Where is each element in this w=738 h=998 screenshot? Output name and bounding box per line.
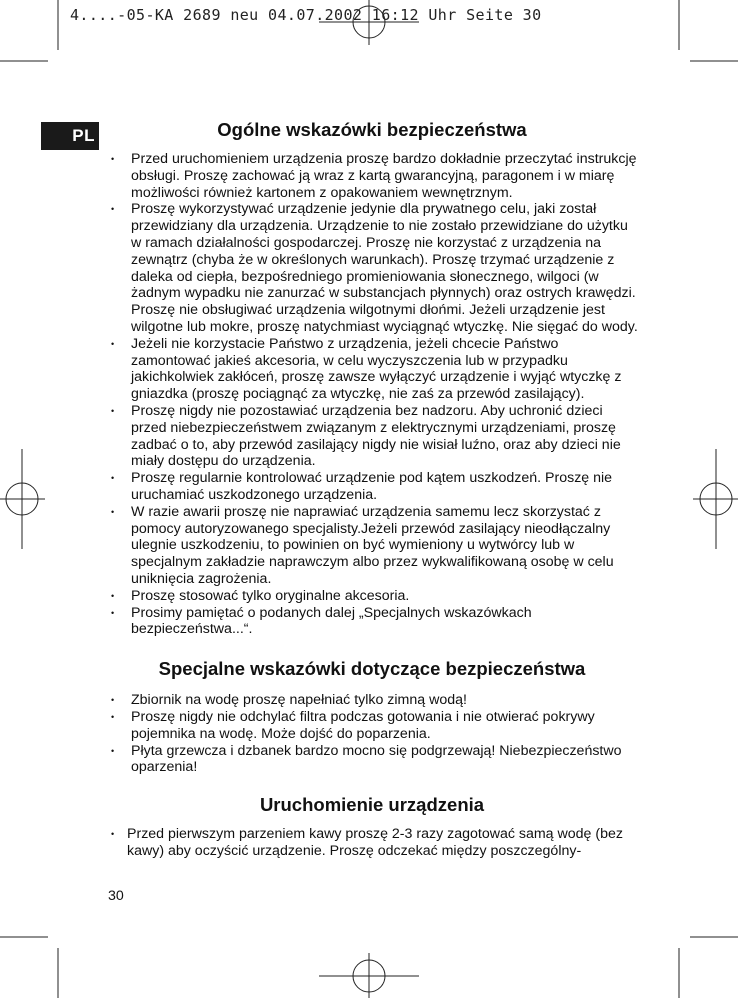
list-item: • W razie awarii proszę nie naprawiać urządzenia samemu lecz skorzystać z pomocy autoryzowanego specjalisty.Jeżeli przewód zasilający nieodłączalny ulegnie uszkodzeniu, to powinien on być wymieniony u wytwórcy lub w specjalnym zakładzie naprawczym albo przez wykwalifikowaną osobę w celu uniknięcia zagrożenia. xyxy=(108,504,638,588)
list-item: • Proszę wykorzystywać urządzenie jedynie dla prywatnego celu, jaki został przewidziany dla urządzenia. Urządzenie to nie zostało przewidziane do użytku w ramach działalności gospodarczej. Proszę nie korzystać z urządzenia na zewnątrz (chyba że w określonych warunkach). Proszę trzymać urządzenie z daleka od ciepła, bezpośredniego promieniowania słonecznego, wilgoci (w żadnym wypadku nie zanurzać w substancjach płynnych) oraz ostrych krawędzi. Proszę nie obsługiwać urządzenia wilgotnymi dłońmi. Jeżeli urządzenie jest wilgotne lub mokre, proszę natychmiast wyciągnąć wtyczkę. Nie sięgać do wody. xyxy=(108,201,638,335)
list-item: • Prosimy pamiętać o podanych dalej „Specjalnych wskazówkach bezpieczeństwa...“. xyxy=(108,605,638,639)
section-title-startup: Uruchomienie urządzenia xyxy=(259,794,485,816)
list-item: • Proszę stosować tylko oryginalne akcesoria. xyxy=(108,588,638,605)
general-safety-list xyxy=(108,151,638,638)
list-item: • Przed uruchomieniem urządzenia proszę bardzo dokładnie przeczytać instrukcję obsługi. Proszę zachować ją wraz z kartą gwarancyjną, paragonem i w miarę możliwości również kartonem z opakowaniem wewnętrznym. xyxy=(108,151,638,201)
list-item: • Zbiornik na wodę proszę napełniać tylko zimną wodą! xyxy=(108,692,638,709)
list-item: • Proszę nigdy nie odchylać filtra podczas gotowania i nie otwierać pokrywy pojemnika na wodę. Może dojść do poparzenia. xyxy=(108,709,638,743)
page-number: 30 xyxy=(108,888,124,904)
section-title-special-safety: Specjalne wskazówki dotyczące bezpieczeństwa xyxy=(158,658,586,680)
list-item: • Proszę nigdy nie pozostawiać urządzenia bez nadzoru. Aby uchronić dzieci przed niebezpieczeństwem związanym z elektrycznymi urządzeniami, proszę zadbać o to, aby przewód zasilający nigdy nie wisiał luźno, oraz aby dzieci nie miały dostępu do urządzenia. xyxy=(108,403,638,470)
startup-list xyxy=(108,826,638,860)
page-content xyxy=(108,119,638,860)
section-title-general-safety: Ogólne wskazówki bezpieczeństwa xyxy=(217,119,527,140)
list-item: • Jeżeli nie korzystacie Państwo z urządzenia, jeżeli chcecie Państwo zamontować jakieś akcesoria, w celu wyczyszczenia lub w przypadku jakichkolwiek zakłóceń, proszę zawsze wyłączyć urządzenie i wyjąć wtyczkę z gniazdka (proszę pociągnąć za wtyczkę, nie zaś za przewód zasilający). xyxy=(108,336,638,403)
list-item: • Proszę regularnie kontrolować urządzenie pod kątem uszkodzeń. Proszę nie uruchamiać uszkodzonego urządzenia. xyxy=(108,470,638,504)
list-item: • Przed pierwszym parzeniem kawy proszę 2-3 razy zagotować samą wodę (bez kawy) aby oczyścić urządzenie. Proszę odczekać między poszczególny- xyxy=(108,826,638,860)
print-slug: 4....-05-KA 2689 neu 04.07.2002 16:12 Uhr Seite 30 xyxy=(70,6,542,24)
language-tab: PL xyxy=(41,122,99,150)
special-safety-list xyxy=(108,692,638,776)
list-item: • Płyta grzewcza i dzbanek bardzo mocno się podgrzewają! Niebezpieczeństwo oparzenia! xyxy=(108,743,638,777)
